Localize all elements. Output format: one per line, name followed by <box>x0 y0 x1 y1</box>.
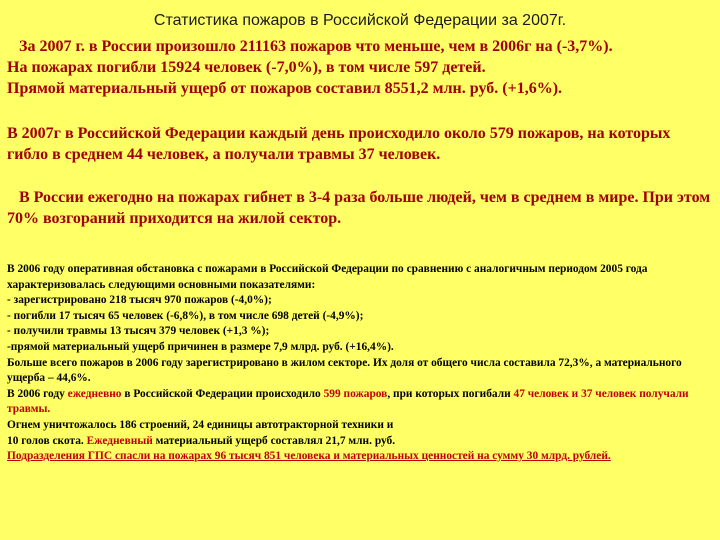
summary-damage-line: Прямой материальный ущерб от пожаров составил 8551,2 млн. руб. (+1,6%). <box>7 80 563 97</box>
world-comparison-paragraph: В России ежегодно на пожарах гибнет в 3-4 раза больше людей, чем в среднем в мире. При этом 70% возгораний приходится на жилой сектор. <box>7 189 711 227</box>
daily-text-3: , при которых погибали <box>387 387 514 400</box>
fire-text-2: материальный ущерб составлял 21,7 млн. руб. <box>152 434 396 447</box>
details-stat-deaths: - погибли 17 тысяч 65 человек (-6,8%), в том числе 698 детей (-4,9%); <box>7 309 364 322</box>
page-title: Статистика пожаров в Российской Федерации за 2007г. <box>153 12 567 29</box>
details-daily <box>7 387 715 418</box>
details-rescued <box>7 449 715 465</box>
daily-2007-paragraph: В 2007г в Российской Федерации каждый день происходило около 579 пожаров, на которых гибло в среднем 44 человек, а получали травмы 37 человек. <box>7 125 671 163</box>
fire-highlight-daily: Ежедневный <box>86 434 153 447</box>
summary-deaths-line: На пожарах погибли 15924 человек (-7,0%), в том числе 597 детей. <box>7 59 486 76</box>
details-fire-losses-1: Огнем уничтожалось 186 строений, 24 единицы автотракторной техники и <box>7 418 394 431</box>
fire-text-1: 10 голов скота. <box>7 434 87 447</box>
rescued-text: Подразделения ГПС спасли на пожарах 96 тысяч 851 человека и материальных ценностей на сумму 30 млрд. рублей. <box>7 450 611 463</box>
details-residential: Больше всего пожаров в 2006 году зарегистрировано в жилом секторе. Их доля от общего числа составила 72,3%, а материального ущерба – 44,6%. <box>7 356 682 385</box>
details-stat-injuries: - получили травмы 13 тысяч 379 человек (+1,3 %); <box>7 325 270 338</box>
daily-highlight-victims: 47 человек и 37 человек получали травмы. <box>7 387 689 416</box>
details-stat-damage: -прямой материальный ущерб причинен в размере 7,9 млрд. руб. (+16,4%). <box>7 340 394 353</box>
summary-2007 <box>7 36 715 99</box>
summary-fires-line: За 2007 г. в России произошло 211163 пожаров что меньше, чем в 2006г на (-3,7%). <box>7 38 613 55</box>
details-stat-fires: - зарегистрировано 218 тысяч 970 пожаров (-4,0%); <box>7 294 272 307</box>
details-fire-losses-2 <box>7 434 715 450</box>
daily-text-1: В 2006 году <box>7 387 68 400</box>
daily-highlight-everyday: ежедневно <box>67 387 122 400</box>
details-intro: В 2006 году оперативная обстановка с пожарами в Российской Федерации по сравнению с аналогичным периодом 2005 года характеризовалась следующими основными показателями: <box>7 263 648 291</box>
daily-highlight-fires: 599 пожаров <box>323 387 388 400</box>
daily-text-2: в Российской Федерации происходило <box>121 387 324 400</box>
details-2006 <box>7 262 715 465</box>
